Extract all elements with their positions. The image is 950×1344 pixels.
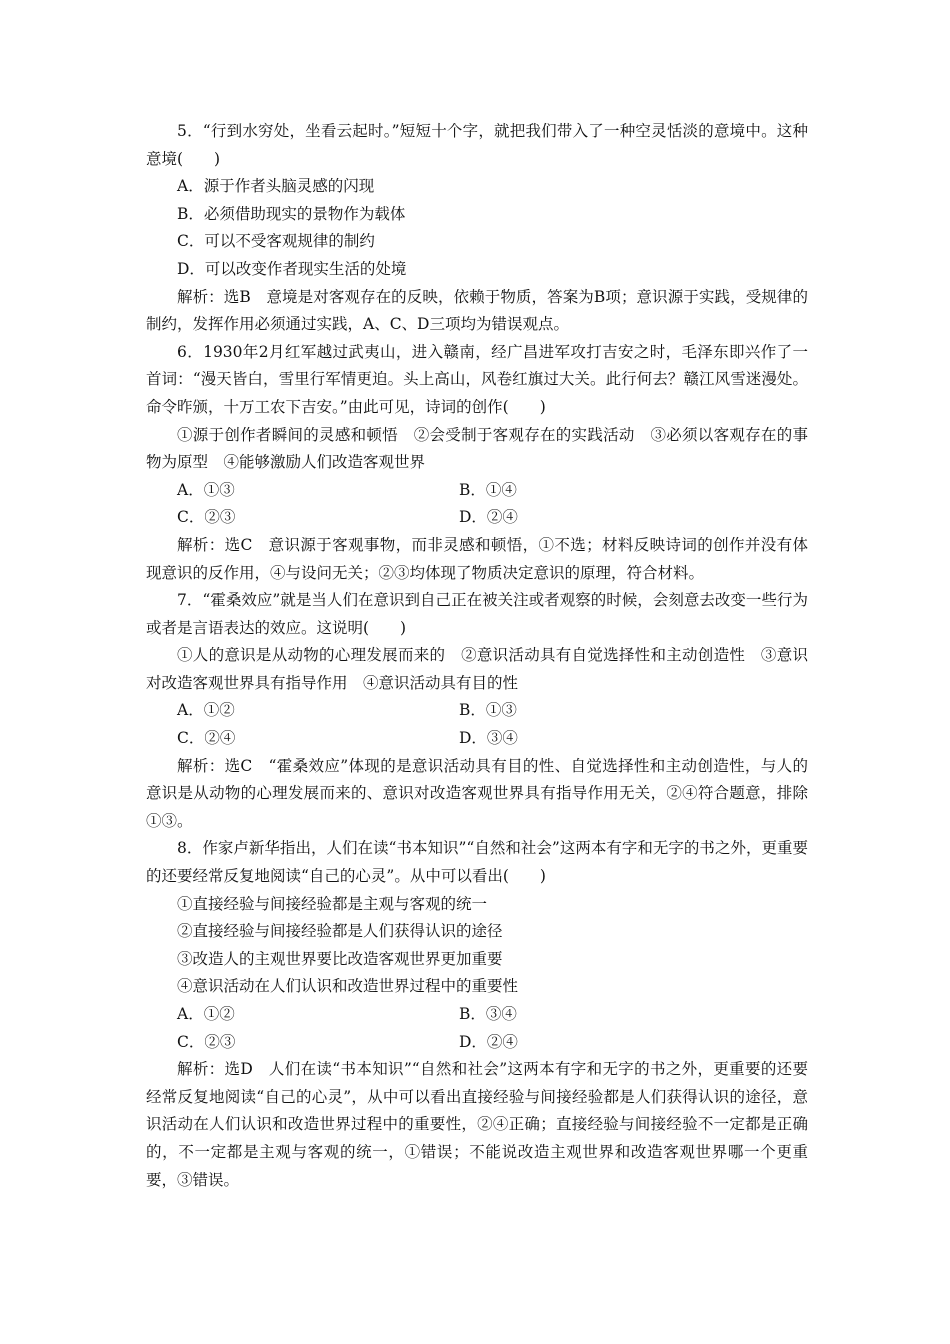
option-row (146, 725, 808, 753)
option-a: A．①③ (177, 480, 235, 499)
option-b: B．③④ (459, 1005, 517, 1023)
analysis-text: 解析：选C 意识源于客观事物，而非灵感和顿悟，①不选；材料反映诗词的创作并没有体现意识的反作用，④与设问无关；②③均体现了物质决定意识的原理，符合材料。 (146, 535, 808, 582)
statement-4: ④意识活动在人们认识和改造世界过程中的重要性 (177, 977, 519, 996)
option-c: C．②③ (177, 508, 236, 527)
question-8 (146, 835, 808, 1194)
option-b: B．①④ (459, 480, 517, 499)
statement-1: ①直接经验与间接经验都是主观与客观的统一 (177, 894, 488, 913)
option-d: D．②④ (459, 508, 518, 527)
option-a: A．源于作者头脑灵感的闪现 (177, 177, 375, 196)
option-row (146, 504, 808, 532)
option-b: B．①③ (459, 701, 517, 720)
analysis-text: 解析：选C “霍桑效应”体现的是意识活动具有目的性、自觉选择性和主动创造性，与人的意识是从动物的心理发展而来的、意识对改造客观世界具有指导作用无关，②④符合题意，排除①③。 (146, 756, 808, 830)
option-d: D．②④ (459, 1032, 518, 1051)
question-stem: 5．“行到水穷处，坐看云起时。”短短十个字，就把我们带入了一种空灵恬淡的意境中。这种意境( ) (146, 122, 808, 168)
option-row (146, 1029, 808, 1057)
option-c: C．可以不受客观规律的制约 (177, 232, 375, 251)
question-6 (146, 339, 808, 587)
question-7 (146, 587, 808, 835)
option-row (146, 477, 808, 505)
question-5 (146, 118, 808, 339)
option-d: D．可以改变作者现实生活的处境 (177, 259, 407, 278)
option-a: A．①② (177, 1005, 235, 1023)
option-b: B．必须借助现实的景物作为载体 (177, 204, 406, 223)
analysis-text: 解析：选B 意境是对客观存在的反映，依赖于物质，答案为B项；意识源于实践，受规律的制约，发挥作用必须通过实践，A、C、D三项均为错误观点。 (146, 287, 808, 334)
option-row (146, 1001, 808, 1029)
statement-3: ③改造人的主观世界要比改造客观世界更加重要 (177, 949, 503, 968)
document-page (146, 118, 808, 1194)
statement-list: ①源于创作者瞬间的灵感和顿悟 ②会受制于客观存在的实践活动 ③必须以客观存在的事物为原型 ④能够激励人们改造客观世界 (146, 425, 808, 472)
option-d: D．③④ (459, 729, 518, 748)
question-stem: 8．作家卢新华指出，人们在读“书本知识”“自然和社会”这两本有字和无字的书之外，更重要的还要经常反复地阅读“自己的心灵”。从中可以看出( ) (146, 839, 808, 886)
analysis-text: 解析：选D 人们在读“书本知识”“自然和社会”这两本有字和无字的书之外，更重要的还要经常反复地阅读“自己的心灵”，从中可以看出直接经验与间接经验都是人们获得认识的途径，意识活动在人们认识和改造世界过程中的重要性，②④正确；直接经验与间接经验不一定都是正确的，不一定都是主观与客观的统一，①错误；不能说改造主观世界和改造客观世界哪一个更重要，③错误。 (146, 1060, 808, 1189)
option-c: C．②③ (177, 1032, 236, 1051)
option-c: C．②④ (177, 729, 236, 748)
question-stem: 7．“霍桑效应”就是当人们在意识到自己正在被关注或者观察的时候，会刻意去改变一些行为或者是言语表达的效应。这说明( ) (146, 591, 808, 637)
statement-2: ②直接经验与间接经验都是人们获得认识的途径 (177, 922, 503, 941)
option-row (146, 697, 808, 725)
option-a: A．①② (177, 701, 235, 720)
question-stem: 6．1930年2月红军越过武夷山，进入赣南，经广昌进军攻打吉安之时，毛泽东即兴作了一首词：“漫天皆白，雪里行军情更迫。头上高山，风卷红旗过大关。此行何去？赣江风雪迷漫处。命令昨颁，十万工农下吉安。”由此可见，诗词的创作( ) (146, 342, 808, 416)
statement-list: ①人的意识是从动物的心理发展而来的 ②意识活动具有自觉选择性和主动创造性 ③意识对改造客观世界具有指导作用 ④意识活动具有目的性 (146, 646, 808, 692)
